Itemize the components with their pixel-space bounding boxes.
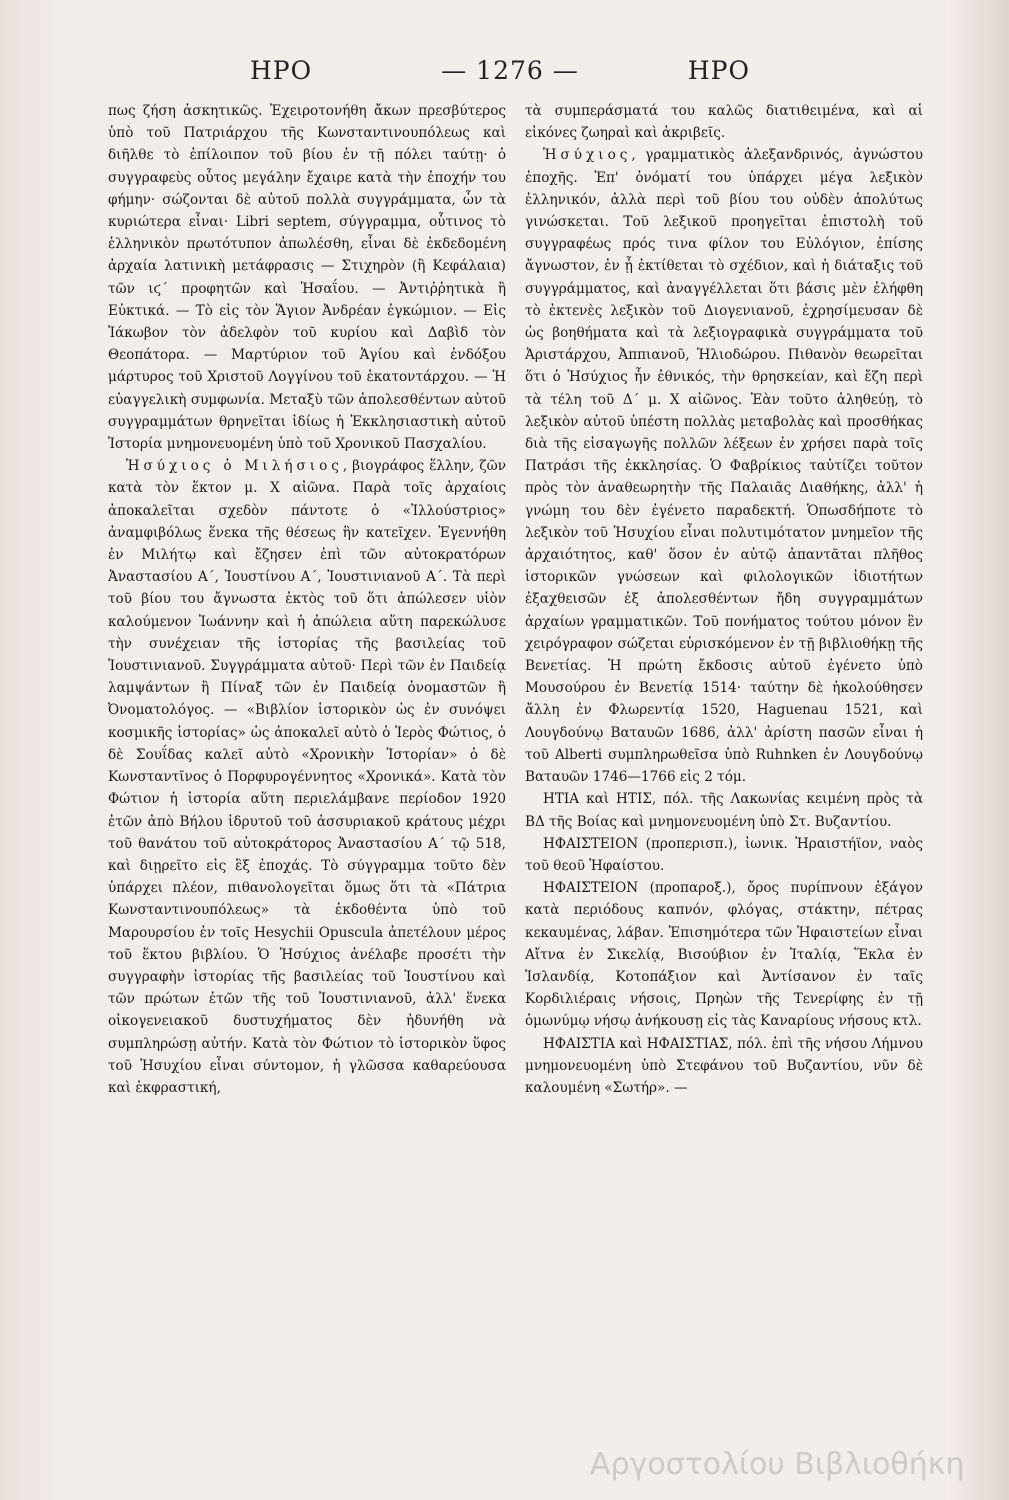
entry-headword: ΗΦΑΙΣΤΙΑ καὶ ΗΦΑΙΣΤΙΑΣ xyxy=(543,1035,729,1052)
header-left-keyword: ΗΡΟ xyxy=(250,56,313,85)
left-continuation-paragraph xyxy=(108,100,506,455)
library-watermark: Αργοστολίου Βιβλιοθήκη xyxy=(590,1447,965,1482)
right-column xyxy=(525,100,923,1430)
left-column xyxy=(108,100,506,1430)
entry-hephaistia xyxy=(525,1033,923,1100)
right-continuation-paragraph xyxy=(525,100,923,144)
entry-headword: ΗΦΑΙΣΤΕΙΟΝ xyxy=(543,835,639,852)
paragraph-text: τὰ συμπεράσματά του καλῶς διατιθειμένα, καὶ αἱ εἰκόνες ζωηραὶ καὶ ἀκριβεῖς. xyxy=(525,103,923,142)
entry-hesychios-milesios xyxy=(108,455,506,1099)
entry-text: , βιογράφος ἕλλην, ζῶν κατὰ τὸν ἕκτον μ. Χ αἰῶνα. Παρὰ τοῖς ἀρχαίοις ἀποκαλεῖται σχεδὸν πάντοτε ὁ «Ἰλλούστριος» ἀναμφιβόλως ἕνεκα τῆς θέσεως ἣν κατεῖχεν. Ἐγεννήθη ἐν Μιλήτῳ καὶ ἔζησεν ἐπὶ τῶν αὐτοκρατόρων Ἀναστασίου Α΄, Ἰουστίνου Α΄, Ἰουστινιανοῦ Α΄. Τὰ περὶ τοῦ βίου του ἄγνωστα ἐκτὸς τοῦ ὅτι ἀπώλεσεν υἱὸν καλούμενον Ἰωάννην καὶ ἡ ἀπώλεια αὕτη παρεκώλυσε τὴν συνέχειαν τῆς ἱστορίας τῆς βασιλείας τοῦ Ἰουστινιανοῦ. Συγγράμματα αὐτοῦ· Περὶ τῶν ἐν Παιδείᾳ λαμψάντων ἢ Πίναξ τῶν ἐν Παιδείᾳ ὀνομαστῶν ἢ Ὀνοματολόγος. — «Βιβλίον ἱστορικὸν ὡς ἐν συνόψει κοσμικῆς ἱστορίας» ὡς ἀποκαλεῖ αὐτὸ ὁ Ἱερὸς Φώτιος, ὁ δὲ Σουΐδας καλεῖ αὐτὸ «Χρονικὴν Ἱστορίαν» ὁ δὲ Κωνσταντῖνος ὁ Πορφυρογέννητος «Χρονικά». Κατὰ τὸν Φώτιον ἡ ἱστορία αὕτη περιελάμβανε περίοδον 1920 ἐτῶν ἀπὸ Βήλου ἱδρυτοῦ τοῦ ἀσσυριακοῦ κράτους μέχρι τοῦ θανάτου τοῦ αὐτοκράτορος Ἀναστασίου Α΄ τῷ 518, καὶ διῃρεῖτο εἰς ἓξ ἐποχάς. Τὸ σύγγραμμα τοῦτο δὲν ὑπάρχει πλέον, πιθανολογεῖται ὅμως ὅτι τὰ «Πάτρια Κωνσταντινουπόλεως» τὰ ἐκδοθέντα ὑπὸ τοῦ Μαρουρσίου ἐν τοῖς Hesychii Opuscula ἀπετέλουν μέρος τοῦ ἕκτου βιβλίου. Ὁ Ἡσύχιος ἀνέλαβε προσέτι τὴν συγγραφὴν ἱστορίας τῆς βασιλείας τοῦ Ἰουστίνου καὶ τῶν πρώτων ἐτῶν τῆς τοῦ Ἰουστινιανοῦ, ἀλλ' ἕνεκα οἰκογενειακοῦ δυστυχήματος δὲν ἠδυνήθη νὰ συμπληρώσῃ αὐτήν. Κατὰ τὸν Φώτιον τὸ ἱστορικὸν ὕφος τοῦ Ἡσυχίου εἶναι σύντομον, ἡ γλῶσσα καθαρεύουσα καὶ ἐκφραστική, xyxy=(108,458,506,1096)
entry-hesychios-grammarian xyxy=(525,144,923,788)
entry-text: (προπερισπ.), ἰωνικ. Ἡραιστήϊον, ναὸς τοῦ θεοῦ Ἡφαίστου. xyxy=(525,835,923,874)
paragraph-text: πως ζήση ἀσκητικῶς. Ἐχειροτονήθη ἄκων πρεσβύτερος ὑπὸ τοῦ Πατριάρχου τῆς Κωνσταντινουπόλεως καὶ διῆλθε τὸ ἐπίλοιπον τοῦ βίου ἐν τῇ πόλει ταύτῃ· ὁ συγγραφεὺς οὗτος μεγάλην ἔχαιρε κατὰ τὴν ἐποχήν του φήμην· σώζονται δὲ αὐτοῦ πολλὰ συγγράμματα, ὧν τὰ κυριώτερα εἶναι· Libri septem, σύγγραμμα, οὗτινος τὸ ἑλληνικὸν πρωτότυπον ἀπωλέσθη, εἶναι δὲ ἐκδεδομένη ἀρχαία λατινικὴ μετάφρασις — Στιχηρὸν (ἢ Κεφάλαια) τῶν ιϛ΄ προφητῶν καὶ Ἡσαΐου. — Ἀντιῤῥητικὰ ἢ Εὐκτικά. — Τὸ εἰς τὸν Ἅγιον Ἀνδρέαν ἐγκώμιον. — Εἰς Ἰάκωβον τὸν ἀδελφὸν τοῦ κυρίου καὶ Δαβὶδ τὸν Θεοπάτορα. — Μαρτύριον τοῦ Ἁγίου καὶ ἐνδόξου μάρτυρος τοῦ Χριστοῦ Λογγίνου τοῦ ἑκατοντάρχου. — Ἡ εὐαγγελικὴ συμφωνία. Μεταξὺ τῶν ἀπολεσθέντων αὐτοῦ συγγραμμάτων θρηνεῖται ἰδίως ἡ Ἐκκλησιαστικὴ αὐτοῦ Ἱστορία μνημονευομένη ὑπὸ τοῦ Χρονικοῦ Πασχαλίου. xyxy=(108,103,506,453)
page-header xyxy=(100,56,920,96)
entry-headword: ΗΦΑΙΣΤΕΙΟΝ xyxy=(543,880,639,897)
entry-headword: Ἡσύχιος ὁ Μιλήσιος xyxy=(126,458,343,475)
entry-text: , πόλ. τῆς Λακωνίας κειμένη πρὸς τὰ ΒΔ τῆς Βοίας καὶ μνημονευομένη ὑπὸ Στ. Βυζαντίου. xyxy=(525,791,923,830)
entry-headword: Ἡσύχιος xyxy=(543,147,632,164)
entry-headword: ΗΤΙΑ καὶ ΗΤΙΣ xyxy=(543,791,652,808)
entry-text: , γραμματικὸς ἀλεξανδρινός, ἀγνώστου ἐποχῆς. Ἐπ' ὀνόματί του ὑπάρχει μέγα λεξικὸν ἑλληνικόν, ἀλλὰ περὶ τοῦ βίου του οὐδὲν ἀπολύτως γινώσκεται. Τοῦ λεξικοῦ προηγεῖται ἐπιστολὴ τοῦ συγγραφέως πρός τινα φίλον του Εὐλόγιον, ἐπίσης ἄγνωστον, ἐν ᾗ ἐκτίθεται τὸ σχέδιον, καὶ ἡ διάταξις τοῦ συγγράμματος, καὶ ἀναγγέλλεται ὅτι βάσις μὲν ἐλήφθη τὸ ἐκτενὲς λεξικὸν τοῦ Διογενιανοῦ, ἐχρησίμευσαν δὲ ὡς βοηθήματα καὶ τὰ λεξιογραφικὰ συγγράμματα τοῦ Ἀριστάρχου, Ἀππιανοῦ, Ἡλιοδώρου. Πιθανὸν θεωρεῖται ὅτι ὁ Ἡσύχιος ἦν ἐθνικός, τὴν θρησκείαν, καὶ ἔζη περὶ τὰ τέλη τοῦ Δ΄ μ. Χ αἰῶνος. Ἐὰν τοῦτο ἀληθεύῃ, τὸ λεξικὸν αὐτοῦ ὑπέστη πολλὰς μεταβολὰς καὶ προσθήκας διὰ τῆς εἰσαγωγῆς πολλῶν λέξεων ἐν χρήσει παρὰ τοῖς Πατράσι τῆς ἐκκλησίας. Ὁ Φαβρίκιος ταὐτίζει τοῦτον πρὸς τὸν ἀναθεωρητὴν τῆς Παλαιᾶς Διαθήκης, ἀλλ' ἡ γνώμη του δὲν ἐγένετο παραδεκτή. Ὁπωσδήποτε τὸ λεξικὸν τοῦ Ἡσυχίου εἶναι πολυτιμότατον μνημεῖον τῆς ἀρχαιότητος, καθ' ὅσον ἐν αὐτῷ ἀπαντᾶται πλῆθος ἱστορικῶν γνώσεων καὶ φιλολογικῶν ἰδιοτήτων ἐξαχθεισῶν ἐξ ἀπολεσθέντων ἤδη συγγραμμάτων ἀρχαίων γραμματικῶν. Τοῦ πονήματος τούτου μόνον ἓν χειρόγραφον σώζεται εὑρισκόμενον ἐν τῇ βιβλιοθήκῃ τῆς Βενετίας. Ἡ πρώτη ἔκδοσις αὐτοῦ ἐγένετο ὑπὸ Μουσούρου ἐν Βενετίᾳ 1514· ταύτην δὲ ἠκολούθησεν ἄλλη ἐν Φλωρεντίᾳ 1520, Haguenau 1521, καὶ Λουγδούνῳ Βαταυῶν 1686, ἀλλ' ἀρίστη πασῶν εἶναι ἡ τοῦ Alberti συμπληρωθεῖσα ὑπὸ Ruhnken ἐν Λουγδούνῳ Βαταυῶν 1746—1766 εἰς 2 τόμ. xyxy=(525,147,923,786)
entry-text: , πόλ. ἐπὶ τῆς νήσου Λήμνου μνημονευομένη ὑπὸ Στεφάνου τοῦ Βυζαντίου, νῦν δὲ καλουμένη «Σωτήρ». — xyxy=(525,1035,923,1096)
header-right-keyword: ΗΡΟ xyxy=(687,56,750,85)
entry-text: (προπαροξ.), ὄρος πυρίπνουν ἐξάγον κατὰ περιόδους καπνόν, φλόγας, στάκτην, πέτρας κεκαυμένας, λάβαν. Ἐπισημότερα τῶν Ἡφαιστείων εἶναι Αἴτνα ἐν Σικελίᾳ, Βισούβιον ἐν Ἰταλίᾳ, Ἕκλα ἐν Ἰσλανδίᾳ, Κοτοπάξιον καὶ Ἀντίσανον ἐν ταῖς Κορδιλιέραις νήσοις, Πρηὼν τῆς Τενερίφης ἐν τῇ ὁμωνύμῳ νήσῳ ἀνήκουσῃ εἰς τὰς Καναρίους νήσους κτλ. xyxy=(525,880,923,1030)
entry-hephaisteion-volcano xyxy=(525,877,923,1032)
page-number: — 1276 — xyxy=(441,56,579,85)
entry-etia xyxy=(525,788,923,832)
entry-hephaisteion-temple xyxy=(525,833,923,877)
